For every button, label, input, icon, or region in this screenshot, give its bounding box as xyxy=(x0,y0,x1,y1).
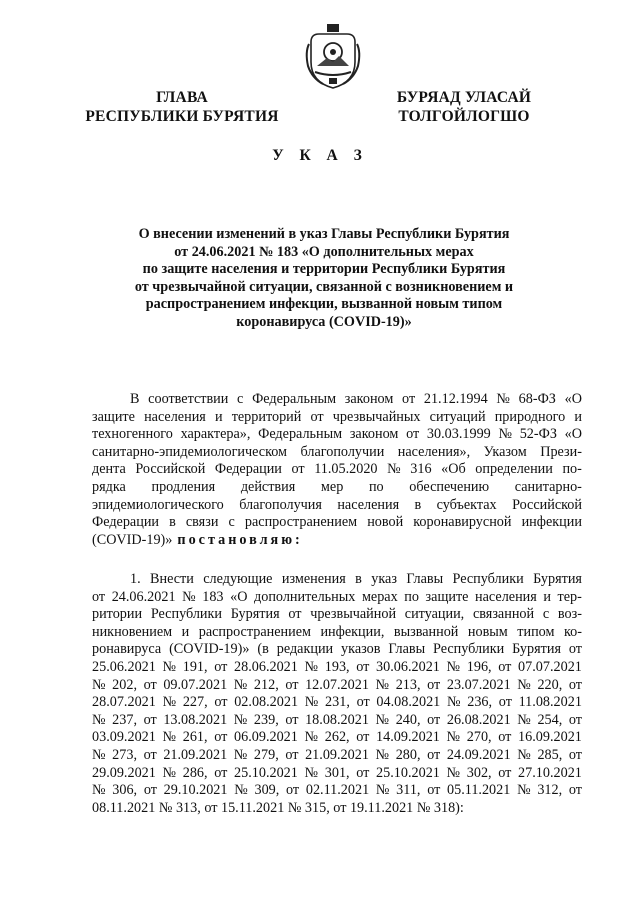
word: № xyxy=(446,694,461,711)
word: № xyxy=(517,782,531,799)
word: 280, xyxy=(395,746,421,763)
word: 240, xyxy=(395,711,421,728)
word: 28.07.2021 xyxy=(92,694,156,711)
word: 316 xyxy=(410,461,432,478)
word: 14.09.2021 xyxy=(376,729,440,746)
word: 18.08.2021 xyxy=(305,711,369,728)
title-line: распространением инфекции, вызванной новым типом xyxy=(145,296,503,313)
word: санитарно-эпидемиологическом xyxy=(92,443,288,460)
word: 26.08.2021 xyxy=(446,711,511,728)
word: Федеральным xyxy=(258,426,343,443)
word: 21.12.1994 xyxy=(423,391,488,407)
preamble-line xyxy=(92,461,582,479)
word: «О xyxy=(564,391,582,407)
word: природного xyxy=(494,408,566,425)
word: № xyxy=(375,782,390,799)
word: дента xyxy=(92,461,126,478)
word: в xyxy=(169,514,176,531)
word: территорий xyxy=(231,408,302,425)
word: чрезвычайной xyxy=(310,606,397,623)
title-line: О внесении изменений в указ Главы Республики Бурятия xyxy=(138,226,510,242)
word: населения», xyxy=(397,443,471,460)
word: обеспечению xyxy=(409,478,490,495)
word: 273, xyxy=(112,746,137,763)
item-1-line xyxy=(92,747,582,765)
header-right-line-1: БУРЯАД УЛАСАЙ xyxy=(396,89,532,106)
word: 07.07.2021 xyxy=(518,658,582,675)
word: Бурятия xyxy=(533,571,582,587)
preamble-line xyxy=(92,426,582,444)
word: № xyxy=(498,426,512,443)
word: 23.07.2021 xyxy=(446,676,511,693)
word: от xyxy=(406,426,420,443)
preamble-line xyxy=(92,479,582,497)
word: № xyxy=(182,588,196,605)
word: от xyxy=(356,658,370,675)
word: № xyxy=(233,711,248,728)
preamble-paragraph xyxy=(92,391,582,549)
word: 68-ФЗ xyxy=(518,391,556,407)
item-1-line xyxy=(92,571,582,589)
word: № xyxy=(517,711,531,728)
word: 12.07.2021 xyxy=(305,676,369,693)
word: от xyxy=(427,676,441,693)
word: ронавируса xyxy=(92,641,162,658)
word: редакции xyxy=(276,641,334,658)
word: инфекции xyxy=(521,514,582,531)
word: № xyxy=(162,729,177,746)
word: характера», xyxy=(180,426,251,443)
word: Бурятия xyxy=(230,606,280,623)
word: 05.11.2021 xyxy=(447,782,511,799)
word: № xyxy=(92,676,106,693)
word: никновением xyxy=(92,623,173,640)
word: от xyxy=(498,694,512,711)
word: в xyxy=(355,571,362,587)
word: «Об xyxy=(441,461,466,478)
word: воз- xyxy=(557,606,582,623)
word: № xyxy=(517,676,531,693)
word: 25.06.2021 xyxy=(92,658,156,675)
word: определении xyxy=(475,461,553,478)
word: типом xyxy=(517,623,555,640)
word: от xyxy=(402,391,416,407)
word: В xyxy=(130,391,140,407)
word: с xyxy=(228,514,235,531)
word: от xyxy=(356,694,370,711)
header-left xyxy=(78,88,286,126)
word: 25.10.2021 xyxy=(376,764,440,781)
word: новой xyxy=(367,514,404,531)
word: вызванной xyxy=(393,623,459,640)
word: от xyxy=(568,711,582,728)
word: № xyxy=(304,694,319,711)
word: и xyxy=(181,623,190,640)
word: от xyxy=(356,764,370,781)
preamble-line-end: (COVID-19)» xyxy=(92,531,173,548)
title-line: от 24.06.2021 № 183 «О дополнительных мерах xyxy=(174,243,474,260)
word: защите xyxy=(425,588,469,605)
word: от xyxy=(214,694,228,711)
word: 193, xyxy=(324,658,350,675)
word: 302, xyxy=(466,764,492,781)
word: и xyxy=(574,408,582,425)
word: от xyxy=(214,729,228,746)
word: и xyxy=(214,408,223,425)
word: соответствии xyxy=(148,391,229,407)
word: 06.09.2021 xyxy=(234,729,298,746)
word: чрезвычайных xyxy=(332,408,421,425)
word: Указом xyxy=(483,443,527,460)
word: ситуаций xyxy=(429,408,486,425)
word: законом xyxy=(349,426,399,443)
word: населения xyxy=(475,588,537,605)
word: 11.05.2020 xyxy=(314,461,378,478)
word: 231, xyxy=(325,694,350,711)
word: 285, xyxy=(537,746,563,763)
word: законом xyxy=(344,391,394,407)
coat-of-arms-emblem xyxy=(303,22,363,90)
word: 254, xyxy=(537,711,563,728)
word: с xyxy=(542,606,550,623)
word: ко- xyxy=(563,623,582,640)
word: № xyxy=(304,729,319,746)
word: следующие xyxy=(203,571,273,587)
word: действия xyxy=(240,478,296,495)
word: от xyxy=(291,461,305,478)
item-1-line xyxy=(92,765,582,783)
preamble-line xyxy=(92,497,582,515)
word: № xyxy=(162,658,177,675)
word: Республики xyxy=(150,606,223,623)
preamble-line xyxy=(92,409,582,427)
word: техногенного xyxy=(92,426,173,443)
word: инфекции, xyxy=(320,623,385,640)
word: от xyxy=(310,408,324,425)
word: 25.10.2021 xyxy=(234,764,298,781)
word: от xyxy=(143,676,157,693)
word: № xyxy=(517,746,531,763)
word: субъектах xyxy=(436,496,497,513)
word: № xyxy=(92,782,106,799)
word: от xyxy=(288,606,302,623)
word: Федеральным xyxy=(252,391,337,407)
item-1-line xyxy=(92,641,582,659)
word: Главы xyxy=(406,571,444,587)
word: распространением xyxy=(198,623,311,640)
word: № xyxy=(162,764,177,781)
word: изменения xyxy=(281,571,346,587)
word: 11.08.2021 xyxy=(518,694,582,711)
word: новым xyxy=(467,623,508,640)
item-1-line xyxy=(92,782,582,800)
header-left-line-2: РЕСПУБЛИКИ БУРЯТИЯ xyxy=(85,108,279,125)
preamble-line xyxy=(92,444,582,462)
word: 28.06.2021 xyxy=(234,658,298,675)
word: 183 xyxy=(202,588,224,605)
word: Внести xyxy=(150,571,194,587)
item-1-paragraph xyxy=(92,571,582,817)
word: 52-ФЗ xyxy=(519,426,557,443)
word: благополучии xyxy=(300,443,385,460)
word: 301, xyxy=(324,764,350,781)
word: № xyxy=(233,746,248,763)
preamble-line xyxy=(92,514,582,532)
word: 279, xyxy=(253,746,279,763)
word: Российской xyxy=(135,461,206,478)
word: в xyxy=(414,496,422,513)
word: связанной xyxy=(472,606,535,623)
preamble-last-line xyxy=(92,532,582,550)
word: от xyxy=(285,711,299,728)
word: с xyxy=(237,391,244,407)
word: по- xyxy=(562,461,582,478)
word: 21.09.2021 xyxy=(163,746,228,763)
word: 04.08.2021 xyxy=(376,694,441,711)
title-line: по защите населения и территории Республики Бурятия xyxy=(142,261,506,278)
item-1-line xyxy=(92,677,582,695)
word: ритории xyxy=(92,606,143,623)
word: № xyxy=(446,658,461,675)
item-1-line xyxy=(92,589,582,607)
word: «О xyxy=(564,426,582,443)
preamble-line xyxy=(92,391,582,409)
word: № xyxy=(304,764,319,781)
word: от xyxy=(427,746,441,763)
header-left-line-1: ГЛАВА xyxy=(156,89,208,106)
word: Республики xyxy=(452,571,524,587)
word: от xyxy=(214,658,228,675)
word: № xyxy=(387,461,401,478)
header-right xyxy=(366,88,562,126)
word: 202, xyxy=(112,676,137,693)
word: дополнительных xyxy=(254,588,356,605)
word: № xyxy=(162,694,177,711)
item-1-line xyxy=(92,694,582,712)
word: № xyxy=(233,676,248,693)
word: № xyxy=(92,746,106,763)
word: от xyxy=(143,711,157,728)
word: (в xyxy=(257,641,269,658)
word: № xyxy=(446,729,461,746)
word: 239, xyxy=(253,711,279,728)
title-line: от чрезвычайной ситуации, связанной с возникновением и xyxy=(134,278,514,295)
word: от xyxy=(568,746,582,763)
word: 09.07.2021 xyxy=(163,676,228,693)
word: Главы xyxy=(388,641,426,658)
word: 262, xyxy=(324,729,350,746)
word: 16.09.2021 xyxy=(518,729,582,746)
word: по xyxy=(404,588,419,605)
word: № xyxy=(234,782,248,799)
word: населения xyxy=(144,408,206,425)
word: № xyxy=(375,676,390,693)
word: 24.09.2021 xyxy=(446,746,511,763)
word: Республики xyxy=(433,641,505,658)
header-right-line-2: ТОЛГОЙЛОГШО xyxy=(398,108,530,125)
word: 220, xyxy=(537,676,563,693)
word: от xyxy=(427,711,441,728)
word: от xyxy=(214,764,228,781)
decree-title xyxy=(100,226,548,332)
word: защите xyxy=(92,408,135,425)
word: от xyxy=(143,746,157,763)
word: 29.10.2021 xyxy=(163,782,228,799)
word: указ xyxy=(371,571,397,587)
word: благополучия xyxy=(239,496,322,513)
word: 212, xyxy=(253,676,279,693)
document-type: У К А З xyxy=(272,147,368,164)
word: 270, xyxy=(466,729,492,746)
word: от xyxy=(568,782,582,799)
item-1-line xyxy=(92,606,582,624)
word: 24.06.2021 xyxy=(111,588,176,605)
title-line: коронавируса (COVID-19)» xyxy=(236,313,412,330)
word: «О xyxy=(230,588,248,605)
word: от xyxy=(286,782,300,799)
word: 191, xyxy=(182,658,208,675)
word: указов xyxy=(341,641,381,658)
word: от xyxy=(498,729,512,746)
word: 27.10.2021 xyxy=(518,764,582,781)
word: Федерации xyxy=(92,514,160,531)
item-1-line xyxy=(92,712,582,730)
word: мер xyxy=(320,478,344,495)
word: 306, xyxy=(112,782,138,799)
word: от xyxy=(356,729,370,746)
word: 30.03.1999 xyxy=(426,426,491,443)
word: 237, xyxy=(112,711,137,728)
word: № xyxy=(375,746,390,763)
word: от xyxy=(568,676,582,693)
word: ситуации, xyxy=(404,606,465,623)
word: 261, xyxy=(182,729,208,746)
word: № xyxy=(496,391,510,407)
word: № xyxy=(375,711,390,728)
word: связи xyxy=(185,514,219,531)
word: распространением xyxy=(244,514,358,531)
word: 286, xyxy=(182,764,208,781)
word: от xyxy=(427,782,441,799)
word: и xyxy=(543,588,551,605)
word: 196, xyxy=(466,658,492,675)
word: 02.08.2021 xyxy=(234,694,299,711)
word: от xyxy=(568,641,582,658)
word: от xyxy=(498,764,512,781)
word: 227, xyxy=(182,694,208,711)
word: 29.09.2021 xyxy=(92,764,156,781)
word: 03.09.2021 xyxy=(92,729,156,746)
word: № xyxy=(446,764,461,781)
word: Федерации xyxy=(214,461,282,478)
word: продления xyxy=(151,478,216,495)
word: 02.11.2021 xyxy=(305,782,370,799)
word: Бурятия xyxy=(512,641,561,658)
word: от xyxy=(498,658,512,675)
word: 13.08.2021 xyxy=(163,711,228,728)
word: рядка xyxy=(92,478,126,495)
word: от xyxy=(92,588,106,605)
word: 30.06.2021 xyxy=(376,658,440,675)
word: 311, xyxy=(396,782,421,799)
item-1-line xyxy=(92,624,582,642)
word: от xyxy=(285,676,299,693)
word: Прези- xyxy=(540,443,582,460)
word: Российской xyxy=(512,496,582,513)
word: № xyxy=(304,658,319,675)
word: по xyxy=(368,478,384,495)
item-1-line xyxy=(92,659,582,677)
word: от xyxy=(285,746,299,763)
word: санитарно- xyxy=(514,478,582,495)
word: 213, xyxy=(395,676,421,693)
item-1-last-line xyxy=(92,800,582,818)
word: тер- xyxy=(557,588,582,605)
word: от xyxy=(143,782,157,799)
word: 21.09.2021 xyxy=(305,746,369,763)
decree-word: постановляю: xyxy=(177,531,303,548)
word: эпидемиологического xyxy=(92,496,224,513)
item-1-line xyxy=(92,729,582,747)
item-1-line-end: 08.11.2021 № 313, от 15.11.2021 № 315, от 19.11.2021 № 318): xyxy=(92,799,464,816)
word: 1. xyxy=(130,571,141,587)
word: мерах xyxy=(361,588,398,605)
word: населения xyxy=(337,496,400,513)
word: 312, xyxy=(537,782,563,799)
word: 236, xyxy=(467,694,493,711)
word: коронавирусной xyxy=(413,514,512,531)
word: 309, xyxy=(254,782,280,799)
word: № xyxy=(92,711,106,728)
word: (COVID-19)» xyxy=(169,641,250,658)
